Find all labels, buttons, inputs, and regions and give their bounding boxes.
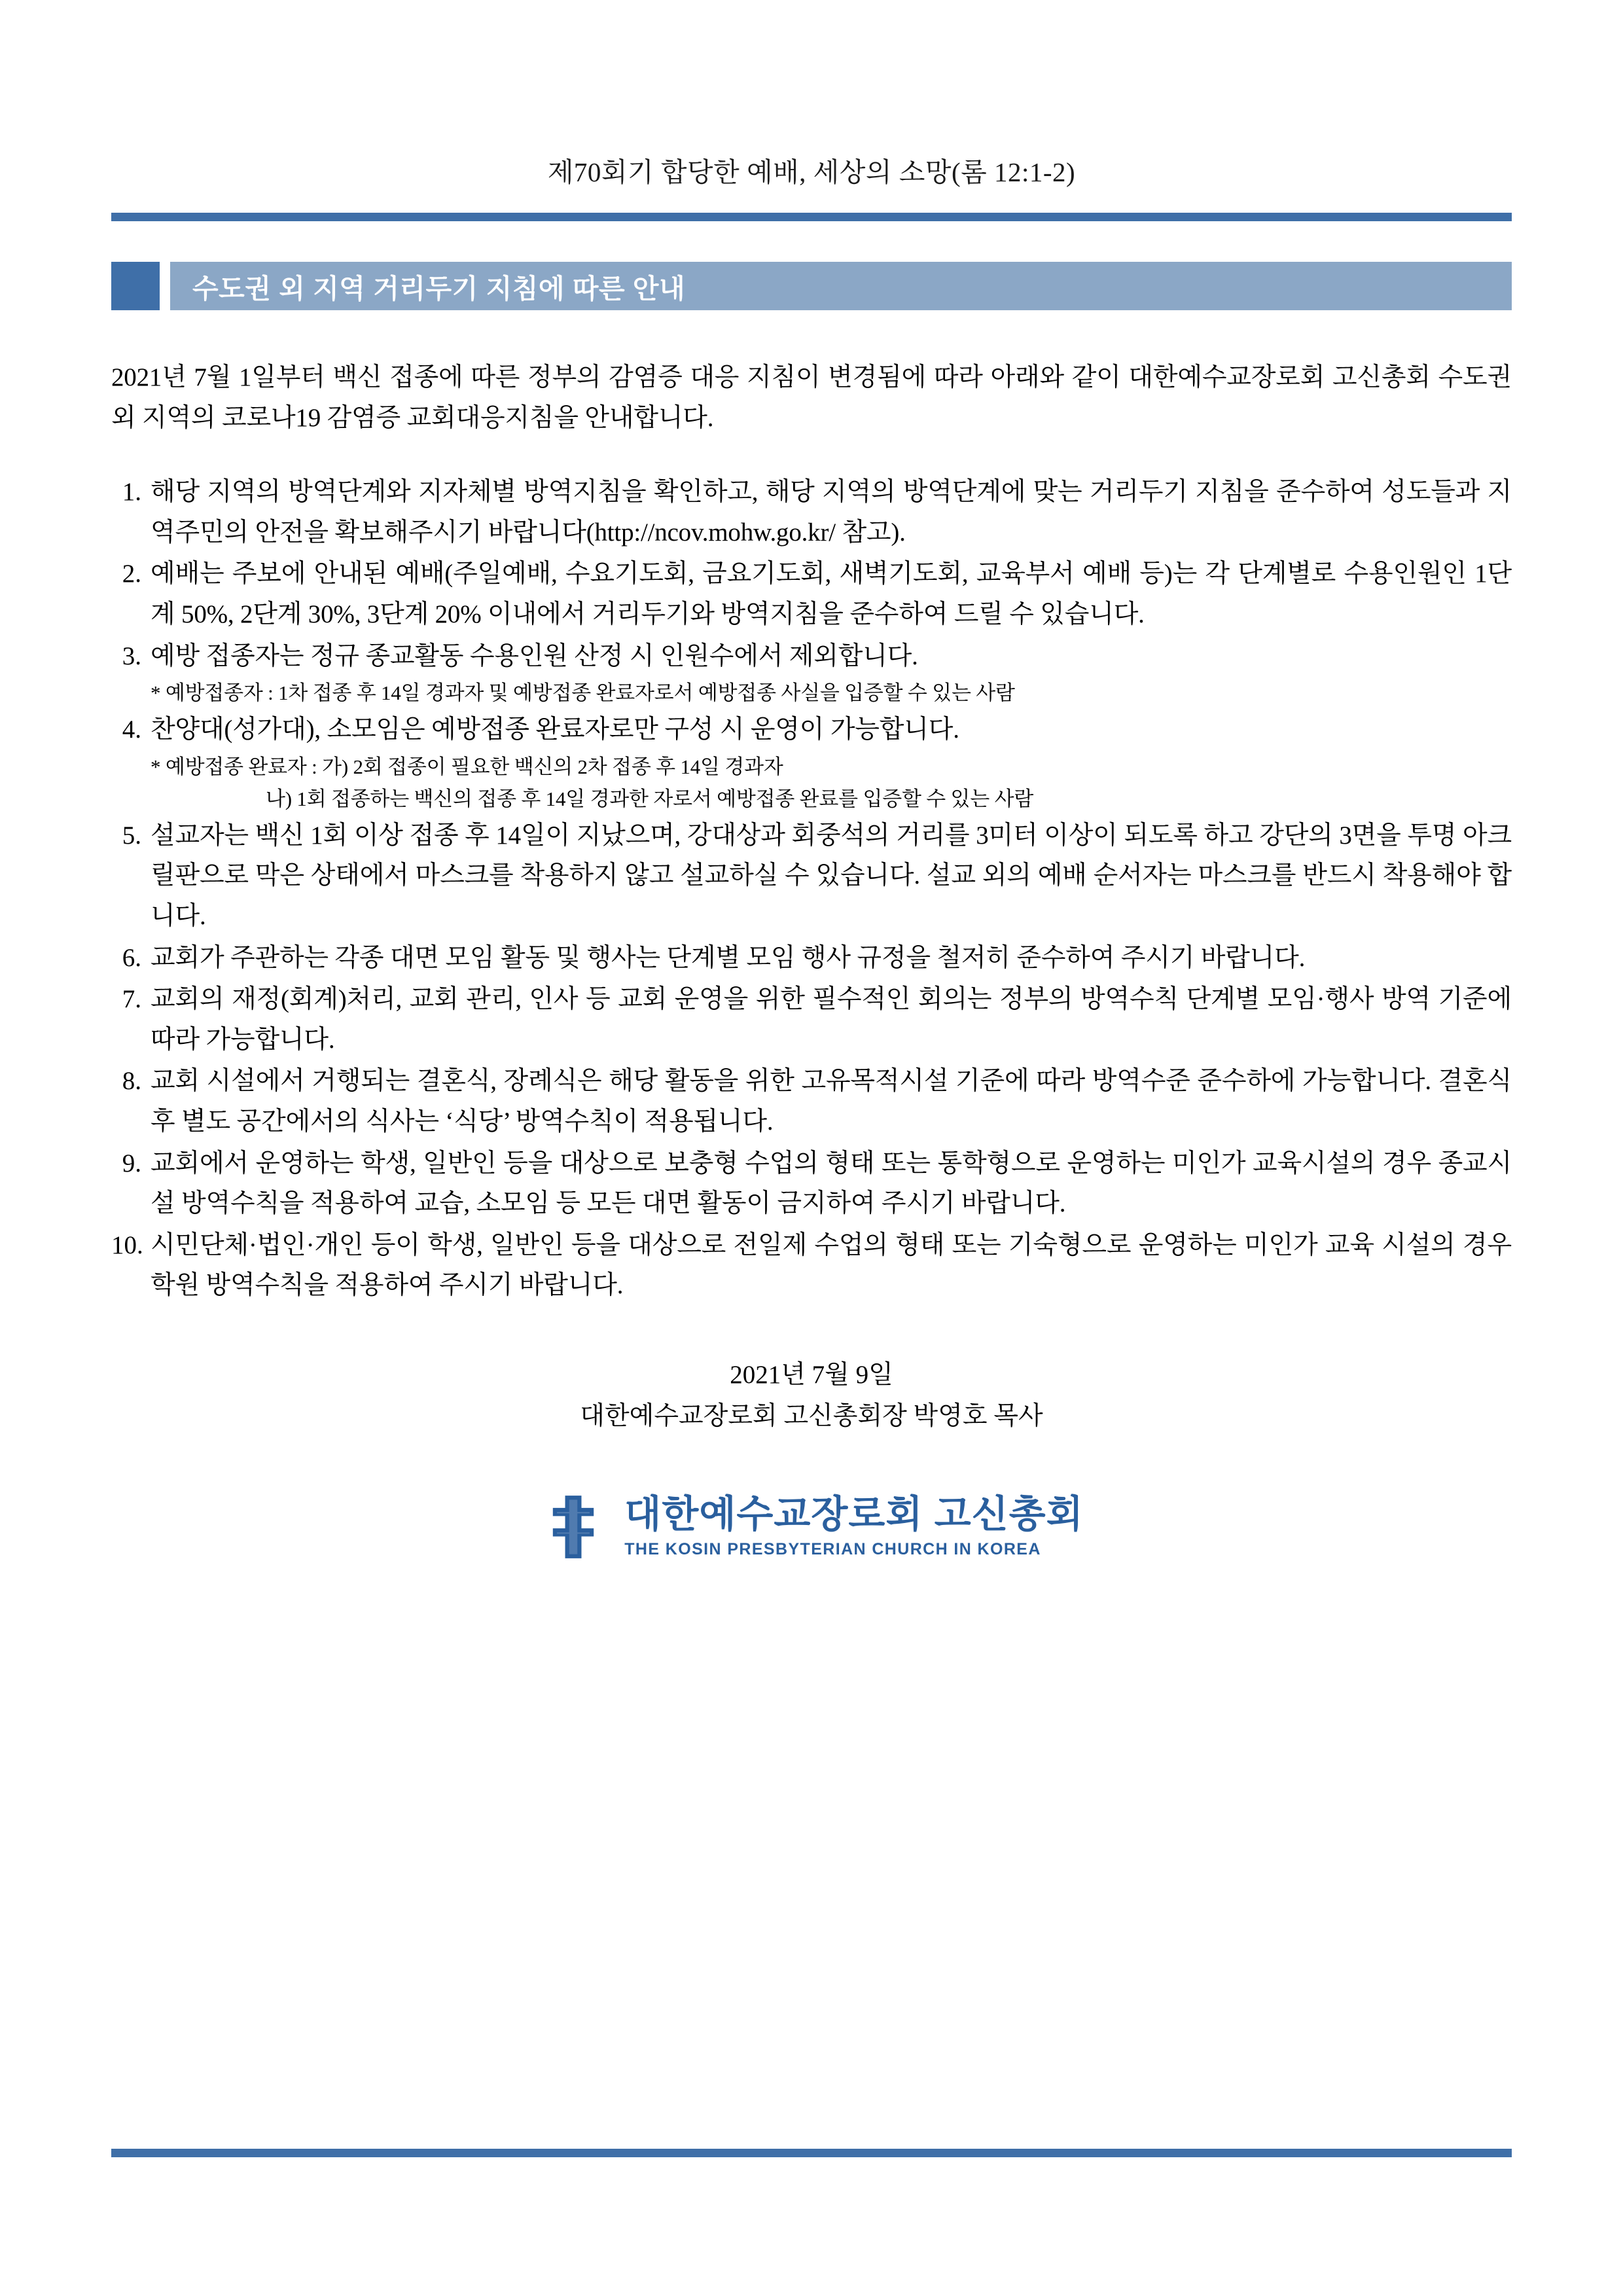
title-gap <box>160 262 170 310</box>
list-item-text: 교회가 주관하는 각종 대면 모임 활동 및 행사는 단계별 모임 행사 규정을 철저히 준수하여 주시기 바랍니다. <box>151 943 1306 972</box>
intro-paragraph: 2021년 7월 1일부터 백신 접종에 따른 정부의 감염증 대응 지침이 변경됨에 따라 아래와 같이 대한예수교장로회 고신총회 수도권 외 지역의 코로나19 감염증 교회대응지침을 안내합니다. <box>111 363 1512 432</box>
list-item-text: 교회의 재정(회계)처리, 교회 관리, 인사 등 교회 운영을 위한 필수적인 회의는 정부의 방역수칙 단계별 모임·행사 방역 기준에 따라 가능합니다. <box>151 985 1512 1054</box>
list-item-number: 5. <box>122 821 141 850</box>
list-item-text: 예방 접종자는 정규 종교활동 수용인원 산정 시 인원수에서 제외합니다. <box>151 641 918 670</box>
list-item <box>111 554 1512 634</box>
list-item <box>111 709 1512 814</box>
list-item-text: 교회 시설에서 거행되는 결혼식, 장례식은 해당 활동을 위한 고유목적시설 기준에 따라 방역수준 준수하에 가능합니다. 결혼식 후 별도 공간에서의 식사는 ‘식당’ 방역수칙이 적용됩니다. <box>151 1067 1512 1136</box>
top-rule <box>111 213 1512 221</box>
title-square-decoration <box>111 262 160 310</box>
list-item <box>111 1143 1512 1224</box>
list-item-number: 8. <box>122 1067 141 1096</box>
list-item-text: 해당 지역의 방역단계와 지자체별 방역지침을 확인하고, 해당 지역의 방역단계에 맞는 거리두기 지침을 준수하여 성도들과 지역주민의 안전을 확보해주시기 바랍니다(http://ncov.mohw.go.kr/ 참고). <box>151 478 1512 547</box>
list-item-body <box>151 709 1512 814</box>
section-title-row <box>111 262 1512 310</box>
section-title: 수도권 외 지역 거리두기 지침에 따른 안내 <box>192 273 686 304</box>
list-item-text: 예배는 주보에 안내된 예배(주일예배, 수요기도회, 금요기도회, 새벽기도회, 교육부서 예배 등)는 각 단계별로 수용인원인 1단계 50%, 2단계 30%, 3단계 20% 이내에서 거리두기와 방역지침을 준수하여 드릴 수 있습니다. <box>151 560 1512 629</box>
title-bar <box>170 262 1512 310</box>
list-item <box>111 472 1512 552</box>
organization-logo <box>111 1493 1512 1561</box>
list-item-note: * 예방접종자 : 1차 접종 후 14일 경과자 및 예방접종 완료자로서 예방접종 사실을 입증할 수 있는 사람 <box>151 681 1015 705</box>
list-item-number: 1. <box>122 478 141 507</box>
list-item-number: 6. <box>122 943 141 972</box>
list-item <box>111 979 1512 1060</box>
list-item-number: 7. <box>122 985 141 1014</box>
church-cross-icon <box>539 1493 607 1561</box>
signature-name: 대한예수교장로회 고신총회장 박영호 목사 <box>580 1402 1043 1431</box>
signature-date: 2021년 7월 9일 <box>730 1361 893 1389</box>
list-item-number: 10. <box>111 1230 143 1259</box>
logo-korean-name: 대한예수교장로회 고신총회 <box>624 1493 1084 1536</box>
list-item-body <box>151 636 1512 709</box>
list-item-note-secondary: 나) 1회 접종하는 백신의 접종 후 14일 경과한 자로서 예방접종 완료를 입증할 수 있는 사람 <box>266 787 1034 810</box>
list-item-text: 설교자는 백신 1회 이상 접종 후 14일이 지났으며, 강대상과 회중석의 거리를 3미터 이상이 되도록 하고 강단의 3면을 투명 아크릴판으로 막은 상태에서 마스크를 착용하지 않고 설교하실 수 있습니다. 설교 외의 예배 순서자는 마스크를 반드시 착용해야 합니다. <box>151 821 1512 930</box>
list-item-text: 교회에서 운영하는 학생, 일반인 등을 대상으로 보충형 수업의 형태 또는 통학형으로 운영하는 미인가 교육시설의 경우 종교시설 방역수칙을 적용하여 교습, 소모임 등 모든 대면 활동이 금지하여 주시기 바랍니다. <box>151 1149 1512 1218</box>
list-item-text: 시민단체·법인·개인 등이 학생, 일반인 등을 대상으로 전일제 수업의 형태 또는 기숙형으로 운영하는 미인가 교육 시설의 경우 학원 방역수칙을 적용하여 주시기 바랍니다. <box>151 1230 1512 1300</box>
guideline-list <box>111 472 1512 1306</box>
list-item <box>111 938 1512 978</box>
list-item-note: * 예방접종 완료자 : 가) 2회 접종이 필요한 백신의 2차 접종 후 14일 경과자 <box>151 755 783 778</box>
running-title: 제70회기 합당한 예배, 세상의 소망(롬 12:1-2) <box>547 157 1076 187</box>
bottom-rule <box>111 2149 1512 2157</box>
logo-text-wrap <box>624 1495 1083 1559</box>
logo-english-name: THE KOSIN PRESBYTERIAN CHURCH IN KOREA <box>624 1540 1041 1559</box>
list-item <box>111 816 1512 937</box>
list-item-number: 4. <box>122 715 141 744</box>
list-item-number: 9. <box>122 1149 141 1177</box>
list-item-text: 찬양대(성가대), 소모임은 예방접종 완료자로만 구성 시 운영이 가능합니다. <box>151 715 959 744</box>
list-item <box>111 1061 1512 1141</box>
list-item-number: 2. <box>122 560 141 588</box>
list-item-number: 3. <box>122 641 141 670</box>
list-item <box>111 636 1512 709</box>
signature-block <box>111 1354 1512 1437</box>
list-item <box>111 1225 1512 1306</box>
